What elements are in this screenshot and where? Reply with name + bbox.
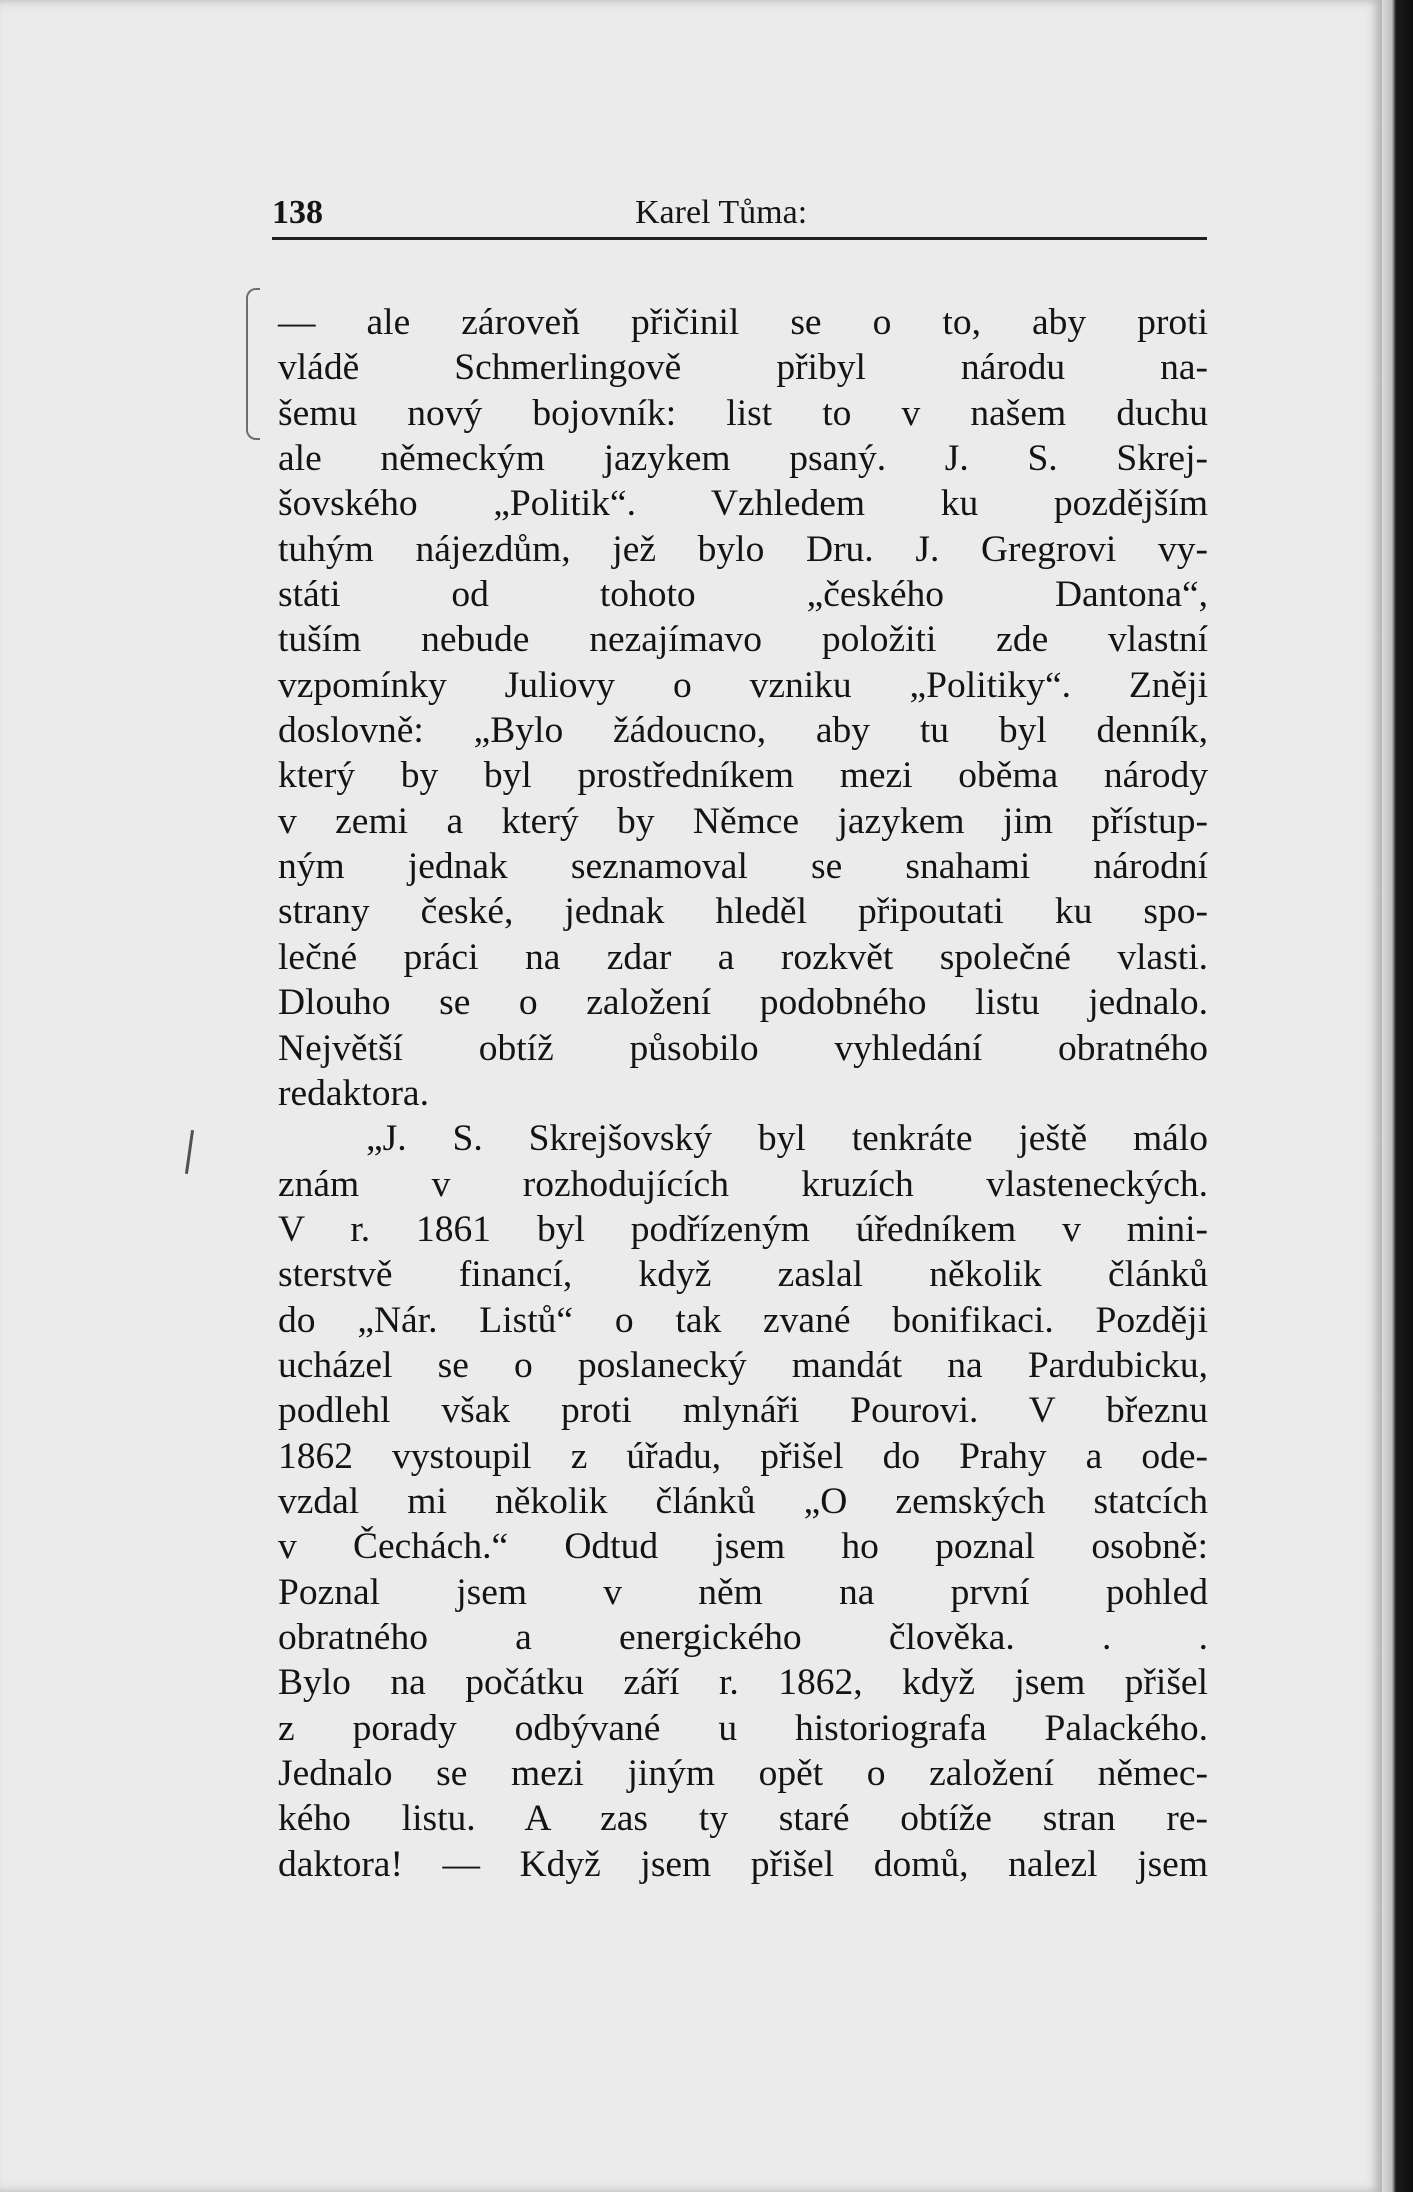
text-line: v Čechách.“ Odtud jsem ho poznal osobně: xyxy=(278,1526,1208,1568)
text-line: kého listu. A zas ty staré obtíže stran re- xyxy=(278,1798,1208,1840)
margin-bracket-mark xyxy=(246,288,260,440)
text-line: Bylo na počátku září r. 1862, když jsem přišel xyxy=(278,1662,1208,1704)
text-line: Poznal jsem v něm na první pohled xyxy=(278,1571,1208,1613)
text-line: tuším nebude nezajímavo položiti zde vlastní xyxy=(278,619,1208,661)
text-line: vládě Schmerlingově přibyl národu na- xyxy=(278,347,1208,389)
text-line: vzpomínky Juliovy o vzniku „Politiky“. Zněji xyxy=(278,664,1208,706)
text-line: „J. S. Skrejšovský byl tenkráte ještě málo xyxy=(366,1118,1208,1160)
text-line: ucházel se o poslanecký mandát na Pardubicku, xyxy=(278,1344,1208,1386)
text-line: lečné práci na zdar a rozkvět společné vlasti. xyxy=(278,936,1208,978)
text-line: strany české, jednak hleděl připoutati ku spo- xyxy=(278,891,1208,933)
text-line: ným jednak seznamoval se snahami národní xyxy=(278,846,1208,888)
scan-edge-shadow xyxy=(1382,0,1413,2192)
margin-pencil-mark xyxy=(185,1130,194,1174)
text-line: státi od tohoto „českého Dantona“, xyxy=(278,574,1208,616)
text-line: do „Nár. Listů“ o tak zvané bonifikaci. Později xyxy=(278,1299,1208,1341)
text-line: V r. 1861 byl podřízeným úředníkem v mini- xyxy=(278,1208,1208,1250)
text-line: obratného a energického člověka. . . xyxy=(278,1616,1208,1658)
text-line: sterstvě financí, když zaslal několik článků xyxy=(278,1254,1208,1296)
text-line: Dlouho se o založení podobného listu jednalo. xyxy=(278,982,1208,1024)
page-number: 138 xyxy=(272,194,323,231)
text-line: který by byl prostředníkem mezi oběma národy xyxy=(278,755,1208,797)
text-line: podlehl však proti mlynáři Pourovi. V březnu xyxy=(278,1390,1208,1432)
text-line: ale německým jazykem psaný. J. S. Skrej- xyxy=(278,438,1208,480)
text-line: z porady odbývané u historiografa Palackého. xyxy=(278,1707,1208,1749)
text-line: daktora! — Když jsem přišel domů, nalezl jsem xyxy=(278,1843,1208,1885)
text-line: 1862 vystoupil z úřadu, přišel do Prahy a ode- xyxy=(278,1435,1208,1477)
body-text xyxy=(278,300,1208,1887)
text-line: tuhým nájezdům, jež bylo Dru. J. Gregrovi vy- xyxy=(278,528,1208,570)
running-head: Karel Tůma: xyxy=(635,194,808,231)
text-line: Jednalo se mezi jiným opět o založení němec- xyxy=(278,1753,1208,1794)
text-line: — ale zároveň přičinil se o to, aby proti xyxy=(278,302,1208,343)
text-line: v zemi a který by Němce jazykem jim přístup- xyxy=(278,800,1208,842)
text-line: šovského „Politik“. Vzhledem ku pozdějším xyxy=(278,483,1208,525)
text-line: znám v rozhodujících kruzích vlasteneckých. xyxy=(278,1163,1208,1205)
text-line: Největší obtíž působilo vyhledání obratného xyxy=(278,1027,1208,1069)
header-rule xyxy=(272,237,1207,240)
page-header xyxy=(272,190,1207,240)
text-line: šemu nový bojovník: list to v našem duchu xyxy=(278,392,1208,434)
text-line: doslovně: „Bylo žádoucno, aby tu byl denník, xyxy=(278,710,1208,752)
text-line: redaktora. xyxy=(278,1072,429,1114)
text-line: vzdal mi několik článků „O zemských statcích xyxy=(278,1480,1208,1522)
